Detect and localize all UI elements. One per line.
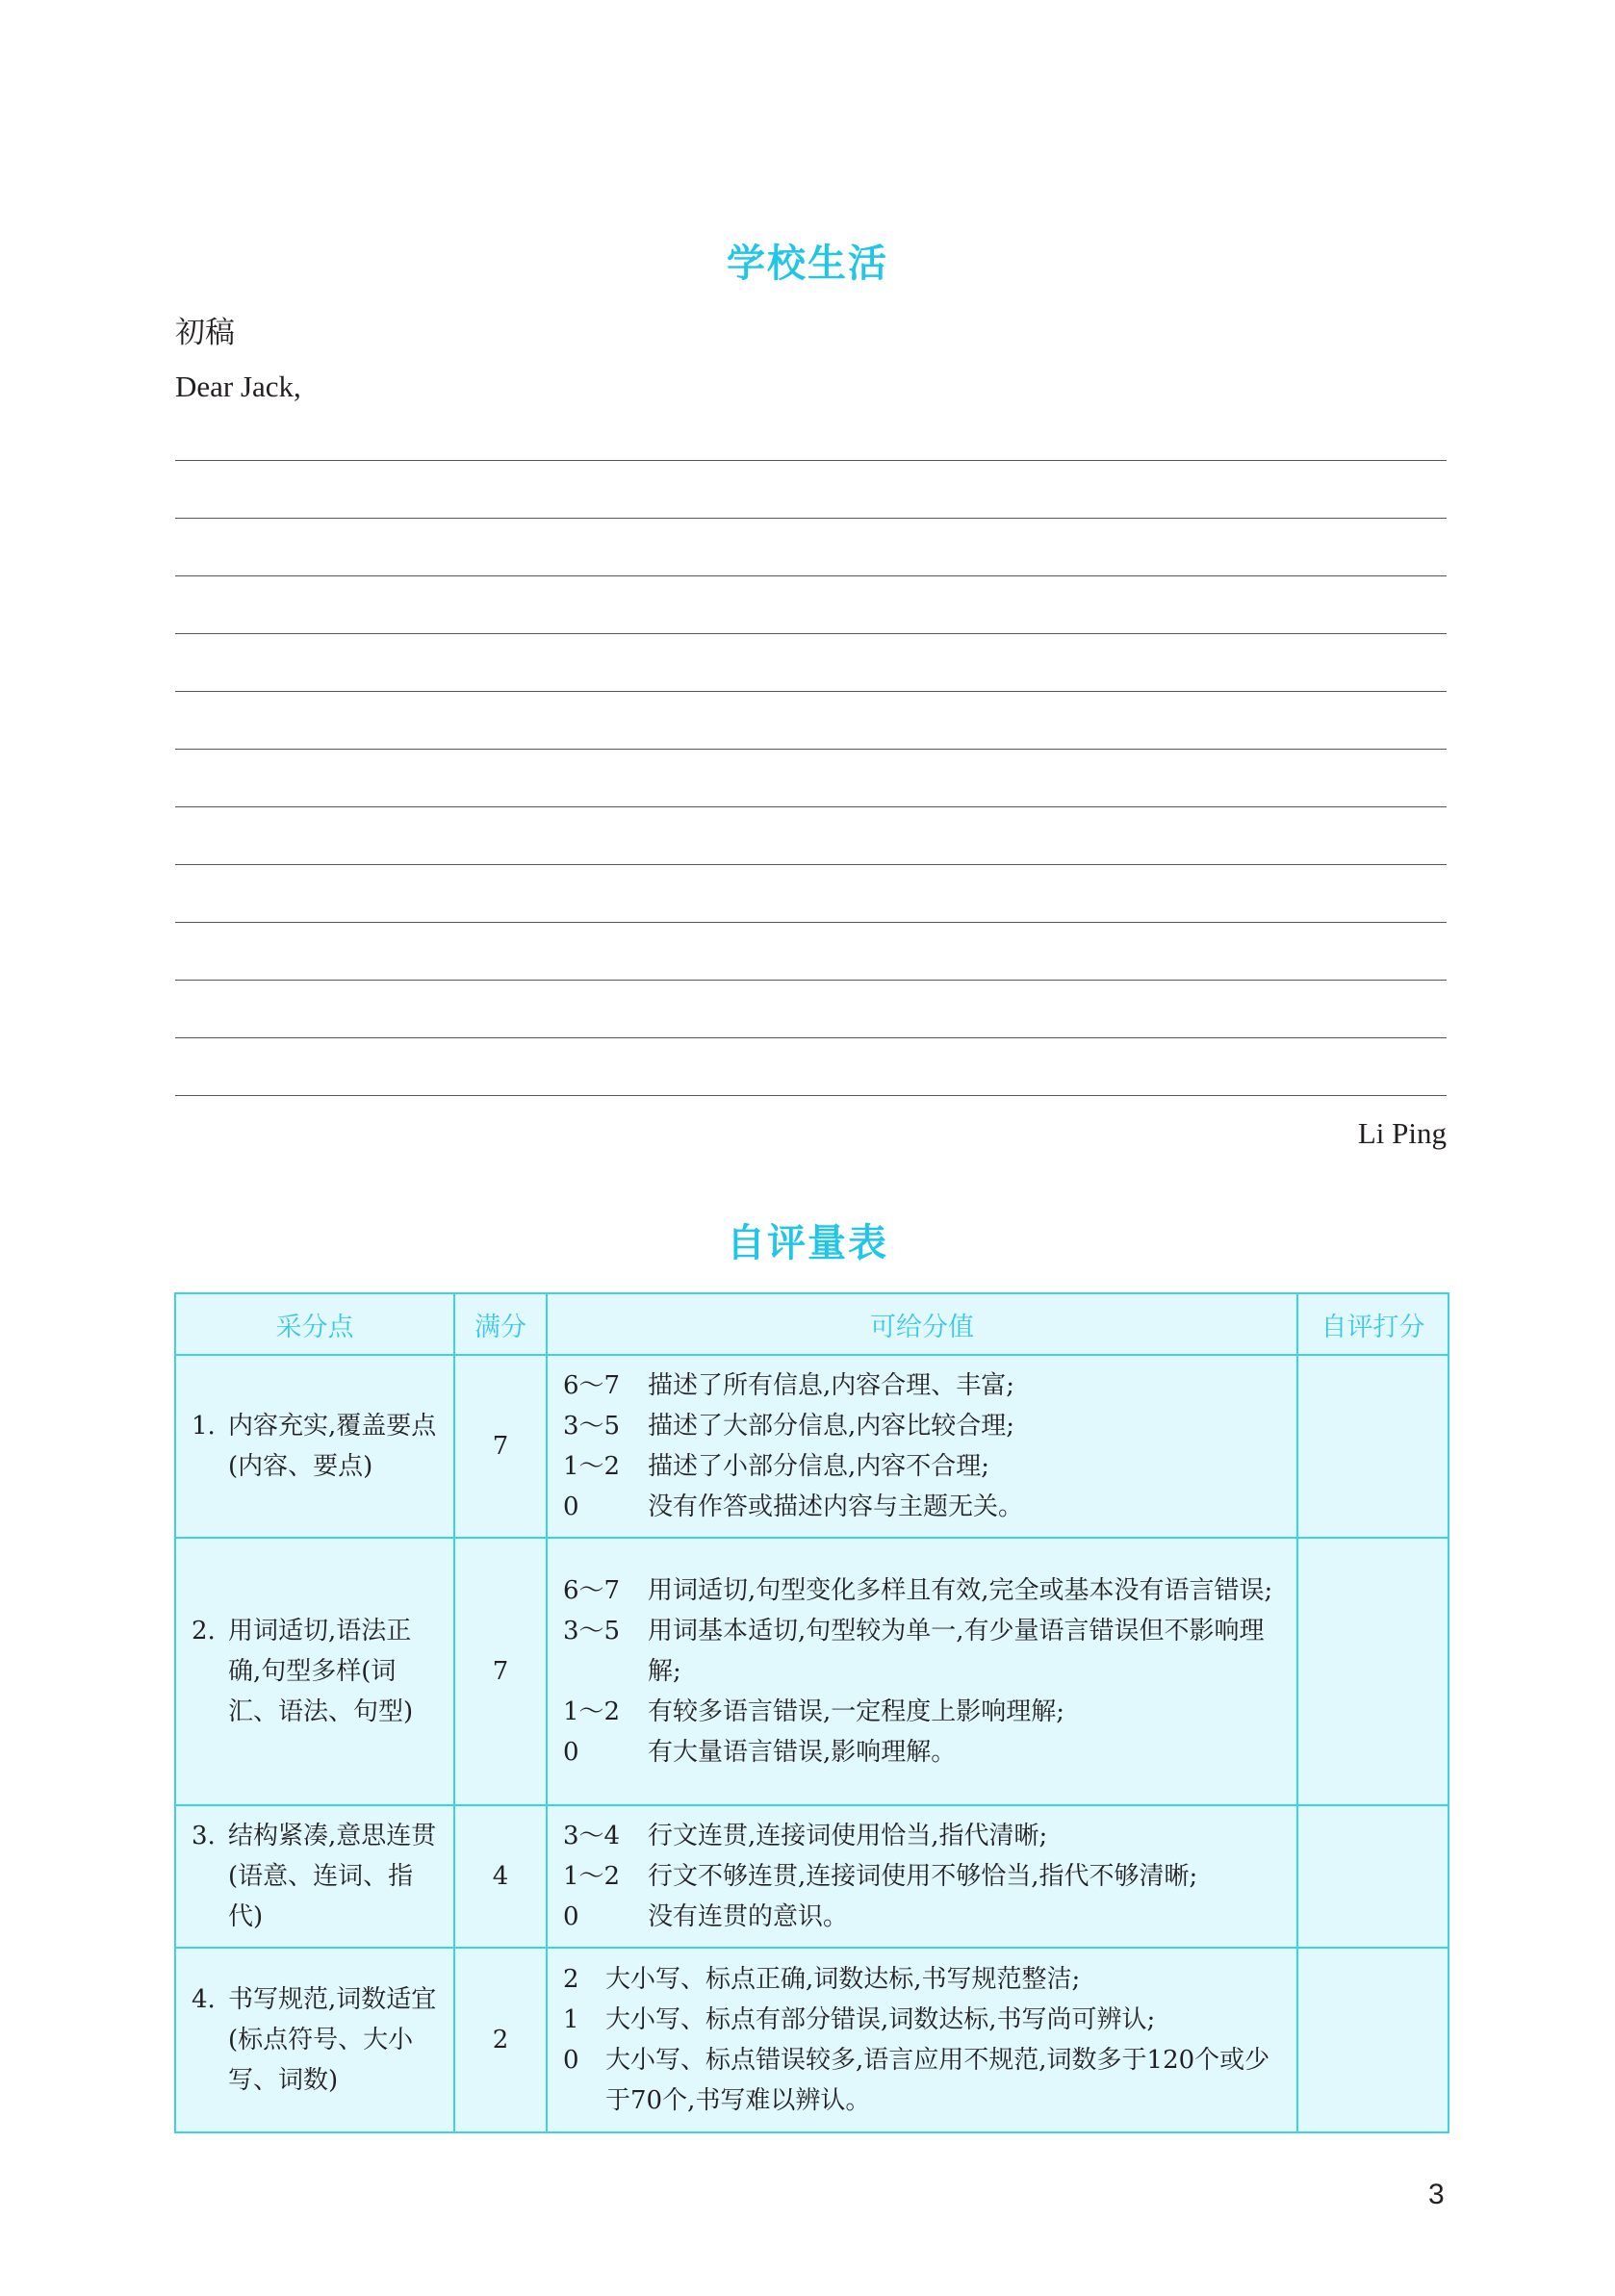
header-scoring-point: 采分点	[175, 1293, 454, 1355]
full-score-cell: 7	[454, 1355, 547, 1538]
full-score-cell: 7	[454, 1538, 547, 1805]
criterion-desc: 大小写、标点有部分错误,词数达标,书写尚可辨认;	[605, 2005, 1156, 2034]
criterion-desc: 描述了所有信息,内容合理、丰富;	[648, 1371, 1015, 1400]
self-score-cell[interactable]	[1297, 1805, 1448, 1948]
criterion-desc: 没有作答或描述内容与主题无关。	[648, 1492, 1024, 1521]
criterion-desc: 用词基本适切,句型较为单一,有少量语言错误但不影响理解;	[648, 1617, 1265, 1686]
criterion-score: 3～5	[563, 1412, 621, 1441]
writing-line[interactable]	[175, 980, 1447, 981]
point-text: 结构紧凑,意思连贯(语意、连词、指代)	[228, 1822, 437, 1931]
rubric-title: 自评量表	[727, 1221, 888, 1265]
writing-line[interactable]	[175, 633, 1447, 634]
table-row	[175, 1805, 1448, 1948]
score-values-cell	[547, 1538, 1297, 1805]
header-score-values: 可给分值	[547, 1293, 1297, 1355]
writing-line[interactable]	[175, 575, 1447, 576]
criterion-desc: 有大量语言错误,影响理解。	[648, 1738, 957, 1767]
self-assessment-table	[174, 1292, 1449, 2133]
point-number: 3.	[192, 1822, 216, 1850]
score-values-cell	[547, 1948, 1297, 2132]
criterion-desc: 有较多语言错误,一定程度上影响理解;	[648, 1697, 1065, 1726]
criterion	[563, 1959, 1285, 2000]
criterion-score: 6～7	[563, 1576, 621, 1605]
criterion-desc: 行文连贯,连接词使用恰当,指代清晰;	[648, 1822, 1048, 1850]
page-number: 3	[1428, 2179, 1445, 2210]
criterion-desc: 行文不够连贯,连接词使用不够恰当,指代不够清晰;	[648, 1862, 1198, 1891]
criterion-score: 1～2	[563, 1452, 621, 1481]
criterion	[563, 1856, 1285, 1897]
criterion-desc: 描述了大部分信息,内容比较合理;	[648, 1412, 1015, 1441]
criterion-desc: 描述了小部分信息,内容不合理;	[648, 1452, 990, 1481]
criterion-score: 0	[563, 1738, 579, 1767]
criterion-desc: 大小写、标点正确,词数达标,书写规范整洁;	[605, 1965, 1081, 1994]
criterion-score: 0	[563, 1492, 579, 1521]
criterion-score: 2	[563, 1965, 579, 1994]
criterion	[563, 1406, 1285, 1446]
criterion-score: 3～4	[563, 1822, 621, 1850]
criterion	[563, 1365, 1285, 1406]
criterion-score: 3～5	[563, 1617, 621, 1645]
point-number: 4.	[192, 1985, 216, 2014]
criterion	[563, 1487, 1285, 1527]
criterion-score: 0	[563, 2046, 579, 2075]
writing-line[interactable]	[175, 691, 1447, 692]
header-self-score: 自评打分	[1297, 1293, 1448, 1355]
criterion	[563, 1611, 1285, 1692]
scoring-point-cell	[175, 1538, 454, 1805]
scoring-point-cell	[175, 1948, 454, 2132]
point-text: 内容充实,覆盖要点(内容、要点)	[228, 1412, 437, 1481]
criterion-score: 1～2	[563, 1697, 621, 1726]
point-number: 1.	[192, 1412, 216, 1441]
full-score-cell: 2	[454, 1948, 547, 2132]
writing-line[interactable]	[175, 460, 1447, 461]
criterion-score: 1	[563, 2005, 579, 2034]
criterion	[563, 2040, 1285, 2121]
criterion	[563, 2000, 1285, 2040]
writing-line[interactable]	[175, 1095, 1447, 1096]
table-row	[175, 1948, 1448, 2132]
letter-salutation: Dear Jack,	[175, 370, 301, 403]
scoring-point-cell	[175, 1355, 454, 1538]
criterion-score: 6～7	[563, 1371, 621, 1400]
letter-signature: Li Ping	[1357, 1116, 1447, 1150]
scoring-point-cell	[175, 1805, 454, 1948]
score-values-cell	[547, 1805, 1297, 1948]
criterion-score: 0	[563, 1902, 579, 1931]
point-number: 2.	[192, 1617, 216, 1645]
writing-line[interactable]	[175, 749, 1447, 750]
point-text: 用词适切,语法正确,句型多样(词汇、语法、句型)	[228, 1617, 414, 1726]
writing-line[interactable]	[175, 922, 1447, 923]
table-row	[175, 1538, 1448, 1805]
criterion	[563, 1446, 1285, 1487]
full-score-cell: 4	[454, 1805, 547, 1948]
criterion-desc: 用词适切,句型变化多样且有效,完全或基本没有语言错误;	[648, 1576, 1273, 1605]
header-full-score: 满分	[454, 1293, 547, 1355]
criterion-desc: 没有连贯的意识。	[648, 1902, 849, 1931]
writing-line[interactable]	[175, 864, 1447, 865]
criterion	[563, 1816, 1285, 1856]
score-values-cell	[547, 1355, 1297, 1538]
self-score-cell[interactable]	[1297, 1538, 1448, 1805]
writing-line[interactable]	[175, 806, 1447, 807]
criterion	[563, 1692, 1285, 1732]
criterion	[563, 1732, 1285, 1773]
criterion-score: 1～2	[563, 1862, 621, 1891]
writing-line[interactable]	[175, 1037, 1447, 1038]
self-score-cell[interactable]	[1297, 1948, 1448, 2132]
criterion	[563, 1897, 1285, 1937]
draft-section-title: 学校生活	[727, 242, 888, 286]
table-row	[175, 1355, 1448, 1538]
self-score-cell[interactable]	[1297, 1355, 1448, 1538]
table-header-row	[175, 1293, 1448, 1355]
point-text: 书写规范,词数适宜(标点符号、大小写、词数)	[228, 1985, 437, 2095]
criterion-desc: 大小写、标点错误较多,语言应用不规范,词数多于120个或少于70个,书写难以辨认。	[605, 2046, 1270, 2115]
writing-line[interactable]	[175, 518, 1447, 519]
draft-label: 初稿	[175, 316, 235, 350]
criterion	[563, 1570, 1285, 1611]
